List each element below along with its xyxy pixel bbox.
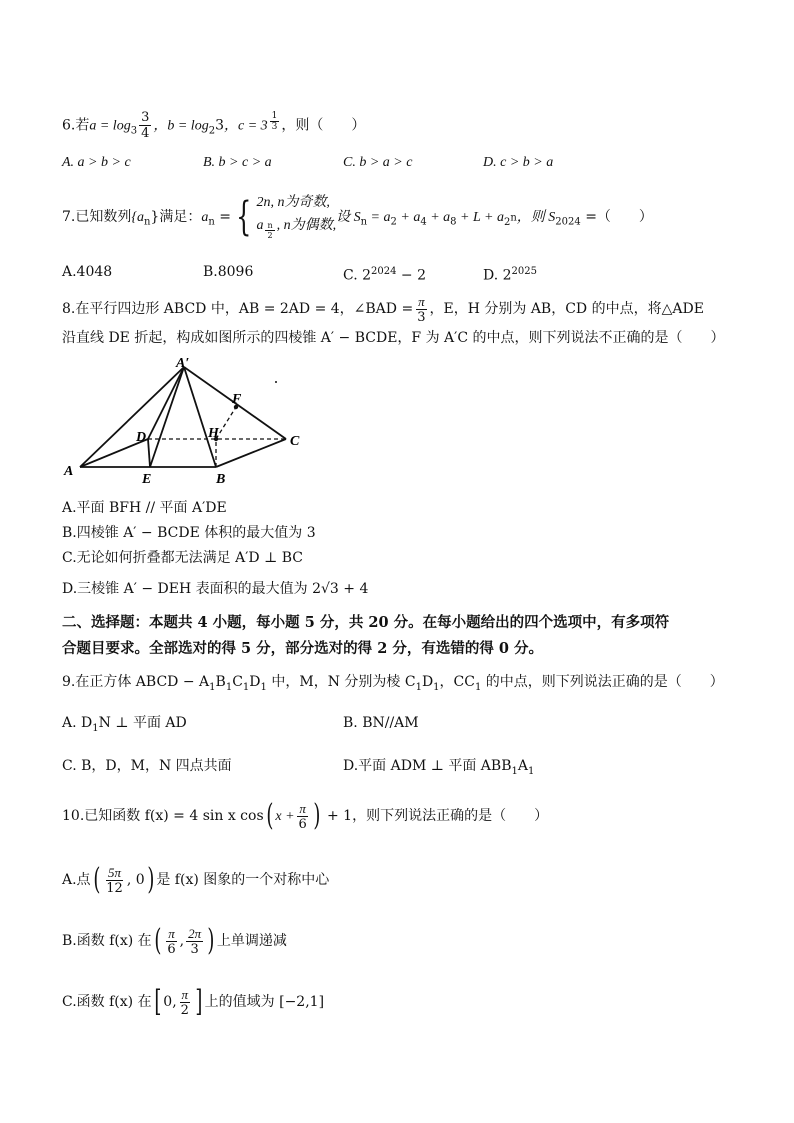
q10-option-a-a: A.点 [62,872,91,888]
q7-t4-sup: n [510,212,517,224]
q6-prefix: 6.若 [62,117,90,134]
q8-angle-frac [415,294,427,325]
q6-option-a: A. a > b > c [62,155,131,170]
q7-plus2: + a [426,209,451,225]
q10-option-a-num: 5π [108,864,122,880]
q6-a-frac [139,110,151,141]
q10-in-a: x + [275,809,295,824]
q9-s2: 1 [225,681,233,693]
q7-t2: 4 [420,216,427,228]
label-C: C [290,434,300,449]
q10-lparen: ( [265,798,274,833]
q10-option-b-frac1 [165,926,177,957]
q7-case2-num: n [267,220,273,230]
q7-eq: = [214,208,231,225]
q9-option-d-s2: 1 [528,765,535,777]
q10-option-a-lparen: ( [92,862,100,897]
q10-option-c-a: C.函数 f(x) 在 [62,994,152,1010]
label-E: E [142,472,152,487]
edge-Ap-B [184,367,216,467]
edge-D-E [148,439,150,467]
q7-option-d-label: D. 2 [483,267,512,284]
q7-mid: 满足： [159,208,202,225]
q7-option-c-label: C. 2 [343,267,372,284]
q10-option-b: B.函数 f(x) 在( $\frac{\pi}{6}$ , $\frac{2\pi}{3}$ ) 上单调递减 [62,923,287,958]
q7-t3: 8 [450,216,457,228]
section-heading-line2: 合题目要求。全部选对的得 5 分，部分选对的得 2 分，有选错的得 0 分。 [62,640,544,657]
q9-h: 的中点，则下列说法正确的是（ ） [481,674,724,690]
q7-brace: { [236,193,252,240]
edge-Ap-E [150,367,184,467]
q7-case2-a: a [256,218,264,233]
q7-option-d-sup: 2025 [511,266,537,277]
q9-s6: 1 [433,681,440,693]
pyramid-figure [60,355,320,490]
q9-s5: 1 [415,681,422,693]
q7-option-c-sup: 2024 [371,266,397,277]
q6-c-exp-den: 3 [271,121,278,132]
q9-c: C [232,674,243,690]
q8-option-c: C.无论如何折叠都无法满足 A′D ⊥ BC [62,550,303,566]
q10-option-a-b: , 0 [126,872,145,888]
q8-option-d-a: D.三棱锥 A′ − DEH 表面积的最大值为 2 [62,581,322,597]
q8-angle-num: π [418,293,425,309]
q8-option-a: A.平面 BFH // 平面 A′DE [62,500,227,516]
q10-num: π [299,800,306,816]
q6-c-exp [270,111,280,132]
q7-seq: {a [131,209,144,225]
q9-option-d [343,757,534,781]
q7-an-sub: n [208,216,215,228]
q6-option-d: D. c > b > a [483,155,554,170]
edge-A-Ap [80,367,184,467]
q7-set-s-sub: n [360,216,368,228]
q6-a-den: 4 [141,126,150,141]
q10-option-b-a: B.函数 f(x) 在 [62,933,152,949]
q9-option-b: B. BN//AM [343,715,419,731]
q7-case1: 2n, n为奇数, [256,195,330,210]
q7-t4: 2 [503,216,511,228]
q9-option-d-s1: 1 [511,765,518,777]
q7-option-c-tail: − 2 [396,267,427,284]
q10-stem [62,798,548,835]
q7-s-sub: 2024 [555,216,581,228]
label-B: B [216,472,226,487]
q10-option-c-rbracket: ] [195,984,203,1019]
q7-seq-end: } [150,208,160,225]
q10-option-b-b: 上单调递减 [216,933,287,949]
q6-c-label: ，c = 3 [224,118,268,134]
q7-option-c [343,263,426,285]
q10-option-b-n2: 2π [188,925,202,941]
q9-s4: 1 [260,681,267,693]
label-F: F [232,392,242,407]
q7-case2 [256,214,336,242]
q8-line2: 沿直线 DE 折起，构成如图所示的四棱锥 A′ − BCDE，F 为 A′C 的中点，则下列说法不正确的是（ ） [62,330,725,346]
q7-then: ，则 S [516,209,556,225]
q10-option-c [62,984,324,1020]
q10-option-b-lparen: ( [153,923,162,958]
q8-line1 [62,292,704,326]
q10-option-b-n1: π [168,925,175,941]
label-H: H [208,426,219,441]
q9-stem [62,673,724,697]
q10-den: 6 [298,816,307,832]
q8-option-d [62,580,368,598]
q6-option-b: B. b > c > a [203,155,272,170]
q8-angle-den: 3 [417,309,426,325]
q6-b-arg: 3 [215,117,224,134]
q10-frac [297,801,309,832]
q9-s1: 1 [209,681,216,693]
q10-b: + 1，则下列说法正确的是（ ） [322,808,549,824]
q9-d: D [249,674,261,690]
label-A: A [64,464,74,479]
q9-g: ，CC [439,674,475,690]
q7-seq-sub: n [143,216,151,228]
q10-option-b-frac2 [186,926,203,957]
q6-option-c: C. b > a > c [343,155,413,170]
q10-option-a [62,862,329,898]
q10-option-a-frac [104,865,125,896]
q10-option-c-num: π [181,986,189,1002]
q8-l1-a: 8.在平行四边形 ABCD 中，AB = 2AD = 4，∠BAD = [62,301,414,317]
q6-b-base: 2 [208,125,216,137]
q7-cases [256,192,336,242]
q10-option-b-d2: 3 [190,941,199,957]
q7-plus1: + a [396,209,421,225]
q9-f: D [421,674,434,690]
q7-option-d [483,263,537,285]
q9-a: 9.在正方体 ABCD − A [62,674,210,690]
q8-option-d-c: + 4 [338,581,369,597]
q7-case2-den: 2 [267,230,273,240]
q9-option-a-b: N ⊥ 平面 AD [98,715,187,731]
edge-B-C [216,439,286,467]
q10-option-a-den: 12 [106,880,123,896]
q6-c-exp-num: 1 [271,110,278,121]
label-D: D [136,430,147,445]
q10-option-c-den: 2 [180,1002,189,1018]
q7-set-s: 设 S [336,209,361,225]
q10-option-b-d1: 6 [167,941,176,957]
q10-option-c-lbracket: [ [153,984,161,1019]
q9-option-a-a: A. D [62,715,93,731]
q6-a-num: 3 [141,110,150,125]
q9-s3: 1 [242,681,250,693]
q7-end: =（ ） [580,208,653,225]
q9-s7: 1 [474,681,482,693]
q9-option-d-b: A [517,758,528,774]
q9-e: 中，M，N 分别为棱 C [266,674,416,690]
q10-a: 10.已知函数 f(x) = 4 sin x cos [62,808,264,824]
q8-l1-b: ，E，H 分别为 AB，CD 的中点，将△ADE [429,301,704,317]
q10-option-b-rparen: ) [207,923,215,958]
label-Ap: A′ [176,356,190,371]
edge-H-F-dashed [216,407,236,439]
q7-plus3: + L + a [456,209,504,225]
q7-set-eq: = a [367,209,391,225]
edge-Ap-D [148,367,184,439]
q9-option-d-a: D.平面 ADM ⊥ 平面 ABB [343,758,512,774]
q10-option-c-b: 上的值域为 [−2,1] [204,994,325,1010]
q10-option-c-frac [179,987,191,1018]
q7-case2-b: , n为偶数, [276,218,337,233]
q7-case2-frac [265,221,274,240]
q7-prefix: 7.已知数列 [62,208,132,225]
q6-suffix: ，则（ ） [281,117,366,134]
q10-option-a-c: 是 f(x) 图象的一个对称中心 [156,872,330,888]
q8-option-d-b: √3 [321,581,339,597]
q6-stem [62,110,365,141]
q9-b: B [215,674,226,690]
stray-dot [275,381,277,383]
q10-option-a-rparen: ) [146,862,155,897]
q7-an: a [201,209,209,225]
q9-option-a-s: 1 [92,722,99,734]
q9-option-c: C. B，D，M，N 四点共面 [62,758,232,774]
q7-option-a: A.4048 [62,264,113,280]
q6-b-label: ，b = log [153,118,209,134]
q10-rparen: ) [313,798,321,833]
q7-option-b: B.8096 [203,264,254,280]
q6-a-label: a = log [89,118,131,134]
q6-a-base: 3 [130,125,138,137]
q7-t1: 2 [390,216,397,228]
section-heading-line1: 二、选择题：本题共 4 小题，每小题 5 分，共 20 分。在每小题给出的四个选项中，有多项符 [62,614,670,631]
q10-option-c-zero: 0, [163,994,177,1010]
q8-option-b: B.四棱锥 A′ − BCDE 体积的最大值为 3 [62,525,316,541]
q9-option-a [62,714,187,738]
q7-stem [62,192,653,245]
